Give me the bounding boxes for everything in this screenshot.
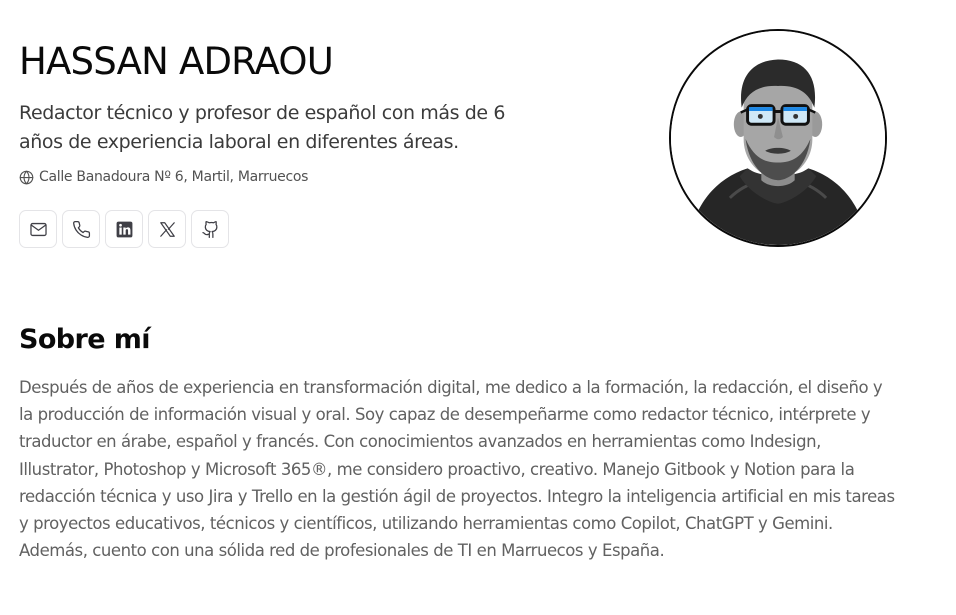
phone-button[interactable] bbox=[62, 210, 100, 248]
globe-icon bbox=[19, 170, 34, 185]
phone-icon bbox=[72, 220, 91, 239]
profile-photo bbox=[669, 29, 887, 247]
about-title: Sobre mí bbox=[19, 324, 150, 355]
mail-icon bbox=[29, 220, 48, 239]
social-links bbox=[19, 210, 229, 248]
linkedin-button[interactable] bbox=[105, 210, 143, 248]
x-icon bbox=[158, 220, 177, 239]
about-text: Después de años de experiencia en transformación digital, me dedico a la formación, la redacción, el diseño y la producción de información visual y oral. Soy capaz de desempeñarme como redactor técnico, intérprete y traductor en árabe, español y francés. Con conocimientos avanzados en herramientas como Indesign, Illustrator, Photoshop y Microsoft 365®, me considero proactivo, creativo. Manejo Gitbook y Notion para la redacción técnica y uso Jira y Trello en la gestión ágil de proyectos. Integro la inteligencia artificial en mis tareas y proyectos educativos, técnicos y científicos, utilizando herramientas como Copilot, ChatGPT y Gemini. Además, cuento con una sólida red de profesionales de TI en Marruecos y España. bbox=[19, 378, 895, 561]
email-button[interactable] bbox=[19, 210, 57, 248]
location-text: Calle Banadoura Nº 6, Martil, Marruecos bbox=[39, 169, 309, 185]
github-icon bbox=[201, 220, 220, 239]
linkedin-icon bbox=[115, 220, 134, 239]
profile-subtitle: Redactor técnico y profesor de español con más de 6 años de experiencia laboral en diferentes áreas. bbox=[19, 102, 506, 153]
x-button[interactable] bbox=[148, 210, 186, 248]
location-link[interactable] bbox=[19, 169, 308, 185]
github-button[interactable] bbox=[191, 210, 229, 248]
profile-name: HASSAN ADRAOU bbox=[19, 40, 334, 83]
